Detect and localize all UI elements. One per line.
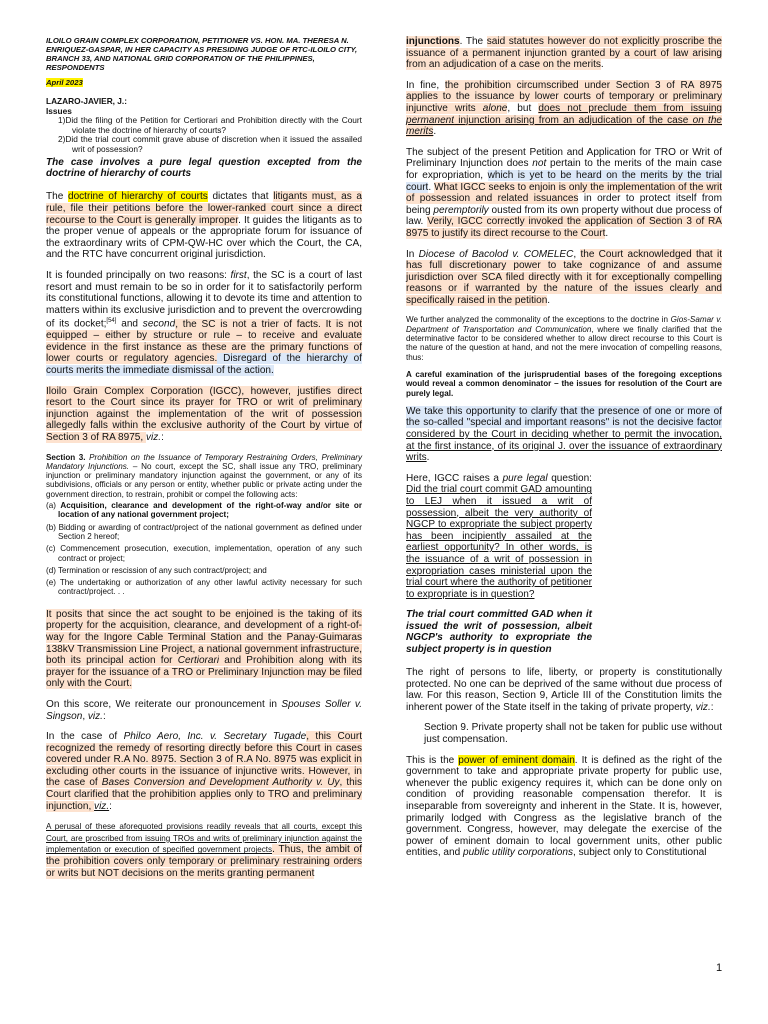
ponente: LAZARO-JAVIER, J.: bbox=[46, 96, 127, 106]
paragraph-gios-samar: We further analyzed the commonality of the exceptions to the doctrine in Gios-Samar v. Department of Transportation and Communication, where we finally clarified that the determinative factor to be considered whether to allow direct recourse to this Court is the nature of the question at hand, and not the mere invocation of compelling reasons, thus: bbox=[406, 315, 722, 362]
issues-label: Issues bbox=[46, 105, 72, 116]
section-heading-2: The trial court committed GAD when it issued the writ of possession, albeit NGCP's authority to expropriate the subject property is in question bbox=[406, 609, 592, 655]
paragraph-right-of-persons: The right of persons to life, liberty, or property is constitutionally protected. No one can be deprived of the same without due process of law. For this reason, Section 9, Article III of the Constitution limits the inherent power of the State itself in the taking of private property, viz.: bbox=[406, 666, 722, 713]
paragraph-common-denominator: A careful examination of the jurisprudential bases of the foregoing exceptions would reveal a common denominator – the issues for resolution of the Court are purely legal. bbox=[406, 369, 722, 398]
paragraph-clarify: We take this opportunity to clarify that the presence of one or more of the so-called "special and important reasons" is not the decisive factor considered by the Court in deciding whether to permit the invocation, at the first instance, of its original J. over the issuance of extraordinary writs. bbox=[406, 405, 722, 464]
case-date: April 2023 bbox=[46, 78, 83, 87]
issue-1: 1)Did the filing of the Petition for Certiorari and Prohibition directly with the Court violate the doctrine of hierarchy of courts? bbox=[58, 115, 362, 135]
section-heading-1: The case involves a pure legal question excepted from the doctrine of hierarchy of courts bbox=[46, 156, 362, 179]
paragraph-igcc-justifies: Iloilo Grain Complex Corporation (IGCC), however, justifies direct resort to the Court since its prayer for TRO or writ of preliminary injunction against the implementation of the writ of possession allegedly falls within the exclusive authority of the Court by virtue of Section 3 of RA 8975, viz.: bbox=[46, 385, 362, 443]
highlight-doctrine: doctrine of hierarchy of courts bbox=[67, 191, 208, 203]
list-item-e: (e) The undertaking or authorization of any other lawful activity necessary for such contract/project. . . bbox=[46, 578, 362, 597]
page-number: 1 bbox=[716, 962, 723, 974]
list-item-b: (b) Bidding or awarding of contract/project of the national government as defined under Section 2 hereof; bbox=[46, 522, 363, 541]
paragraph-posits: It posits that since the act sought to be enjoined is the taking of its property for the acquisition, clearance, and development of a right-of-way for the Ingore Cable Terminal Station and the Panay-Guimaras 138kV Transmission Line Project, a national government infrastructure, both its principal action for Certiorari and Prohibition along with its prayer for the issuance of a TRO or Preliminary Injunction may be filed only with the Court. bbox=[46, 608, 362, 690]
section-3-quote: Section 3. Prohibition on the Issuance of Temporary Restraining Orders, Preliminary Mandatory Injunctions. – No court, except the SC, shall issue any TRO, preliminary injunction or preliminary mandatory injunction against the government, or any of its subdivisions, officials or any person or entity, whether public or private acting under the government direction, to restrain, prohibit or compel the following acts: bbox=[46, 452, 363, 499]
paragraph-in-fine: In fine, the prohibition circumscribed under Section 3 of RA 8975 applies to the issuance by lower courts of temporary or preliminary injunctive writs alone, but does not preclude them from issuing permanent injunction arising from an adjudication of the case on the merits. bbox=[406, 79, 723, 138]
paragraph-subject: The subject of the present Petition and Application for TRO or Writ of Preliminary Injunction does not pertain to the merits of the main case for expropriation, which is yet to be heard on the merits by the trial court. What IGCC seeks to enjoin is only the implementation of the writ of possession and related issuances in order to protect itself from being peremptorily ousted from its own property without due process of law. Verily, IGCC correctly invoked the application of Section 3 of RA 8975 to justify its direct recourse to the Court. bbox=[406, 146, 722, 239]
issue-2: 2)Did the trial court commit grave abuse of discretion when it issued the assailed writ of possession? bbox=[58, 134, 362, 154]
paragraph-score: On this score, We reiterate our pronouncement in Spouses Soller v. Singson, viz.: bbox=[46, 698, 362, 722]
paragraph-philco: In the case of Philco Aero, Inc. v. Secretary Tugade, this Court recognized the remedy of resorting directly before this Court in cases covered under R.A No. 8975. Section 3 of R.A No. 8975 was explicit in excluding other courts in the issuance of injunctive writs. However, in the case of Bases Conversion and Development Authority v. Uy, this Court clarified that the prohibition applies only to TRO and preliminary injunction, viz.: bbox=[46, 731, 363, 812]
case-title: ILOILO GRAIN COMPLEX CORPORATION, PETITIONER VS. HON. MA. THERESA N. ENRIQUEZ-GASPAR, IN HER CAPACITY AS PRESIDING JUDGE OF RTC-ILOILO CITY, BRANCH 33, AND NATIONAL GRID CORPORATION OF THE PHILIPPINES, RESPONDENTS bbox=[46, 36, 358, 72]
left-column bbox=[46, 36, 362, 888]
highlight-eminent-domain: power of eminent domain bbox=[458, 754, 575, 766]
list-item-c: (c) Commencement prosecution, execution, implementation, operation of any such contract or project; bbox=[46, 544, 363, 563]
right-column bbox=[406, 36, 722, 868]
paragraph-perusal: A perusal of these aforequoted provisions readily reveals that all courts, except this Court, are proscribed from issuing TROs and writs of preliminary injunction against the implementation or execution of specified government projects. Thus, the ambit of the prohibition covers only temporary or preliminary restraining orders or writs but NOT decisions on the merits granting permanent bbox=[46, 822, 362, 879]
paragraph-diocese: In Diocese of Bacolod v. COMELEC, the Court acknowledged that it has full discretionary power to take cognizance of and assume jurisdiction over SCA filed directly with it for exceptionally compelling reasons or if warranted by the nature of the issues clearly and specifically raised in the petition. bbox=[406, 248, 722, 306]
paragraph-eminent-domain: This is the power of eminent domain. It is defined as the right of the government to take and appropriate private property for public use, whenever the public exigency requires it, which can be done only on condition of providing reasonable compensation therefor. It is inseparable from sovereignty and inherent in the State. It is, however, primarily lodged with Congress as the legislative branch of the government. Congress, however, may delegate the exercise of the power of eminent domain to local government units, other public entities, and public utility corporations, subject only to Constitutional bbox=[406, 754, 723, 859]
section-9-quote: Section 9. Private property shall not be taken for public use without just compensation. bbox=[424, 722, 722, 745]
paragraph-hierarchy: The doctrine of hierarchy of courts dictates that litigants must, as a rule, file their petitions before the lower-ranked court since a direct recourse to the Court is generally improper. It guides the litigants as to the proper venue of appeals or the appropriate forum for issuance of the extraordinary writs of CPM-QW-HC over which the Court, the CA, and the RTC have concurrent original jurisdiction. bbox=[46, 191, 362, 261]
paragraph-pure-legal-question: Here, IGCC raises a pure legal question: Did the trial court commit GAD amounting to LEJ when it issued a writ of possession, albeit the very authority of NGCP to expropriate the subject property has been incipiently assailed at the earliest opportunity? In other words, is the issuance of a writ of possession in expropriation cases ministerial upon the trial court where the authority of petitioner to expropriate is in question? bbox=[406, 472, 592, 600]
paragraph-two-reasons: It is founded principally on two reasons: first, the SC is a court of last resort and must remain to be so in order for it to satisfactorily perform its constitutional functions, allowing it to devote its time and attention to matters within its exclusive jurisdiction and to prevent the overcrowding of its docket;[54] and second, the SC is not a trier of facts. It is not equipped – either by structure or rule – to receive and evaluate evidence in the first instance as these are the primary functions of lower courts or regulatory agencies. Disregard of the hierarchy of courts merits the immediate dismissal of the action. bbox=[46, 269, 362, 377]
list-item-a: (a) Acquisition, clearance and development of the right-of-way and/or site or location of any national government project; bbox=[46, 501, 363, 520]
list-item-d: (d) Termination or rescission of any such contract/project; and bbox=[46, 565, 267, 575]
paragraph-injunctions: injunctions. The said statutes however do not explicitly proscribe the issuance of a permanent injunction granted by a court of law arising from an adjudication of a case on the merits. bbox=[406, 36, 722, 71]
